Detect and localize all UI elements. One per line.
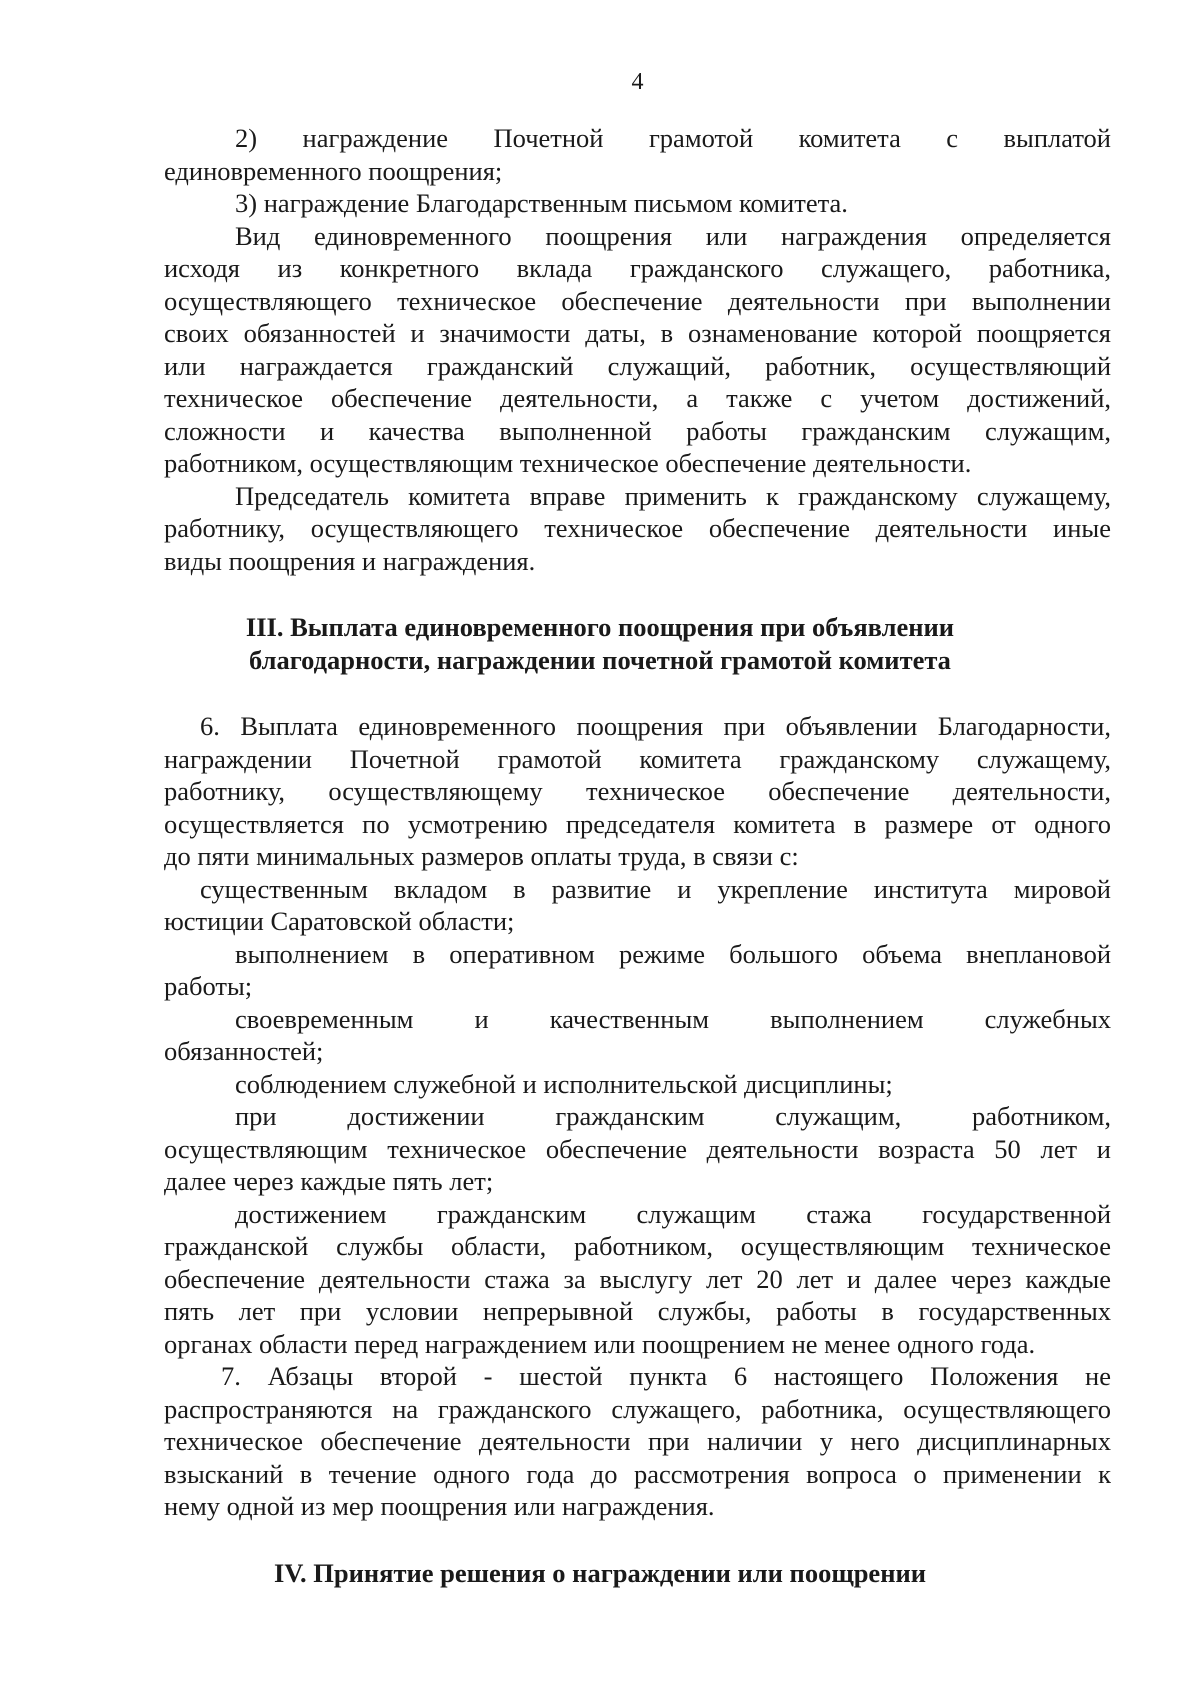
paragraph-line: достижением гражданским служащим стажа государственной xyxy=(235,1198,1111,1229)
paragraph-line: при достижении гражданским служащим, работником, xyxy=(235,1101,1111,1131)
paragraph-line: осуществляющего техническое обеспечение деятельности при выполнении xyxy=(164,285,1111,316)
paragraph-line: 7. Абзацы второй - шестой пункта 6 настоящего Положения не xyxy=(221,1361,1111,1391)
paragraph-line: осуществляется по усмотрению председателя комитета в размере от одного xyxy=(164,808,1111,839)
paragraph-line: своевременным и качественным выполнением служебных xyxy=(235,1003,1111,1034)
paragraph-line: обеспечение деятельности стажа за выслугу лет 20 лет и далее через каждые xyxy=(164,1263,1111,1294)
paragraph-line: гражданской службы области, работником, осуществляющим техническое xyxy=(164,1231,1111,1261)
paragraph-line: работнику, осуществляющего техническое обеспечение деятельности иные xyxy=(164,513,1111,543)
paragraph-line: работником, осуществляющим техническое обеспечение деятельности. xyxy=(164,448,972,478)
paragraph-line: или награждается гражданский служащий, работник, осуществляющий xyxy=(164,350,1111,381)
section-2-text xyxy=(164,122,1111,577)
paragraph-line: работнику, осуществляющему техническое обеспечение деятельности, xyxy=(164,776,1111,806)
page-number: 4 xyxy=(631,69,644,95)
paragraph-line: 2) награждение Почетной грамотой комитета с выплатой xyxy=(235,123,1111,153)
paragraph-line: соблюдением служебной и исполнительской дисциплины; xyxy=(235,1068,893,1099)
paragraph-line: сложности и качества выполненной работы гражданским служащим, xyxy=(164,415,1111,446)
paragraph-line: виды поощрения и награждения. xyxy=(164,545,536,576)
section-3-text xyxy=(164,710,1111,1523)
paragraph-line: техническое обеспечение деятельности при наличии у него дисциплинарных xyxy=(164,1426,1111,1456)
paragraph-line: Вид единовременного поощрения или награждения определяется xyxy=(235,220,1111,251)
section-3-heading xyxy=(0,611,1200,677)
paragraph-line: существенным вкладом в развитие и укрепление института мировой xyxy=(200,873,1111,904)
paragraph-line: выполнением в оперативном режиме большого объема внеплановой xyxy=(235,938,1111,969)
paragraph-line: награждении Почетной грамотой комитета гражданскому служащему, xyxy=(164,743,1111,774)
paragraph-line: обязанностей; xyxy=(164,1036,324,1066)
paragraph-line: далее через каждые пять лет; xyxy=(164,1166,494,1196)
paragraph-line: 6. Выплата единовременного поощрения при объявлении Благодарности, xyxy=(200,711,1111,741)
paragraph-line: единовременного поощрения; xyxy=(164,155,503,186)
paragraph-line: 3) награждение Благодарственным письмом комитета. xyxy=(235,188,848,218)
paragraph-line: пять лет при условии непрерывной службы, работы в государственных xyxy=(164,1296,1111,1326)
paragraph-line: органах области перед награждением или поощрением не менее одного года. xyxy=(164,1328,1036,1359)
paragraph-line: взысканий в течение одного года до рассмотрения вопроса о применении к xyxy=(164,1458,1111,1489)
section-4-heading xyxy=(0,1557,1200,1590)
paragraph-line: исходя из конкретного вклада гражданского служащего, работника, xyxy=(164,253,1111,283)
paragraph-line: до пяти минимальных размеров оплаты труда, в связи с: xyxy=(164,841,799,871)
paragraph-line: работы; xyxy=(164,971,253,1001)
paragraph-line: своих обязанностей и значимости даты, в ознаменование которой поощряется xyxy=(164,318,1111,348)
paragraph-line: нему одной из мер поощрения или награждения. xyxy=(164,1491,715,1521)
paragraph-line: техническое обеспечение деятельности, а также с учетом достижений, xyxy=(164,383,1111,413)
heading-line: благодарности, награждении почетной грамотой комитета xyxy=(249,645,951,675)
paragraph-line: распространяются на гражданского служащего, работника, осуществляющего xyxy=(164,1393,1111,1424)
paragraph-line: юстиции Саратовской области; xyxy=(164,906,515,936)
heading-line: IV. Принятие решения о награждении или поощрении xyxy=(273,1558,927,1588)
paragraph-line: осуществляющим техническое обеспечение деятельности возраста 50 лет и xyxy=(164,1133,1111,1164)
paragraph-line: Председатель комитета вправе применить к гражданскому служащему, xyxy=(235,480,1111,511)
heading-line: III. Выплата единовременного поощрения при объявлении xyxy=(245,612,955,642)
